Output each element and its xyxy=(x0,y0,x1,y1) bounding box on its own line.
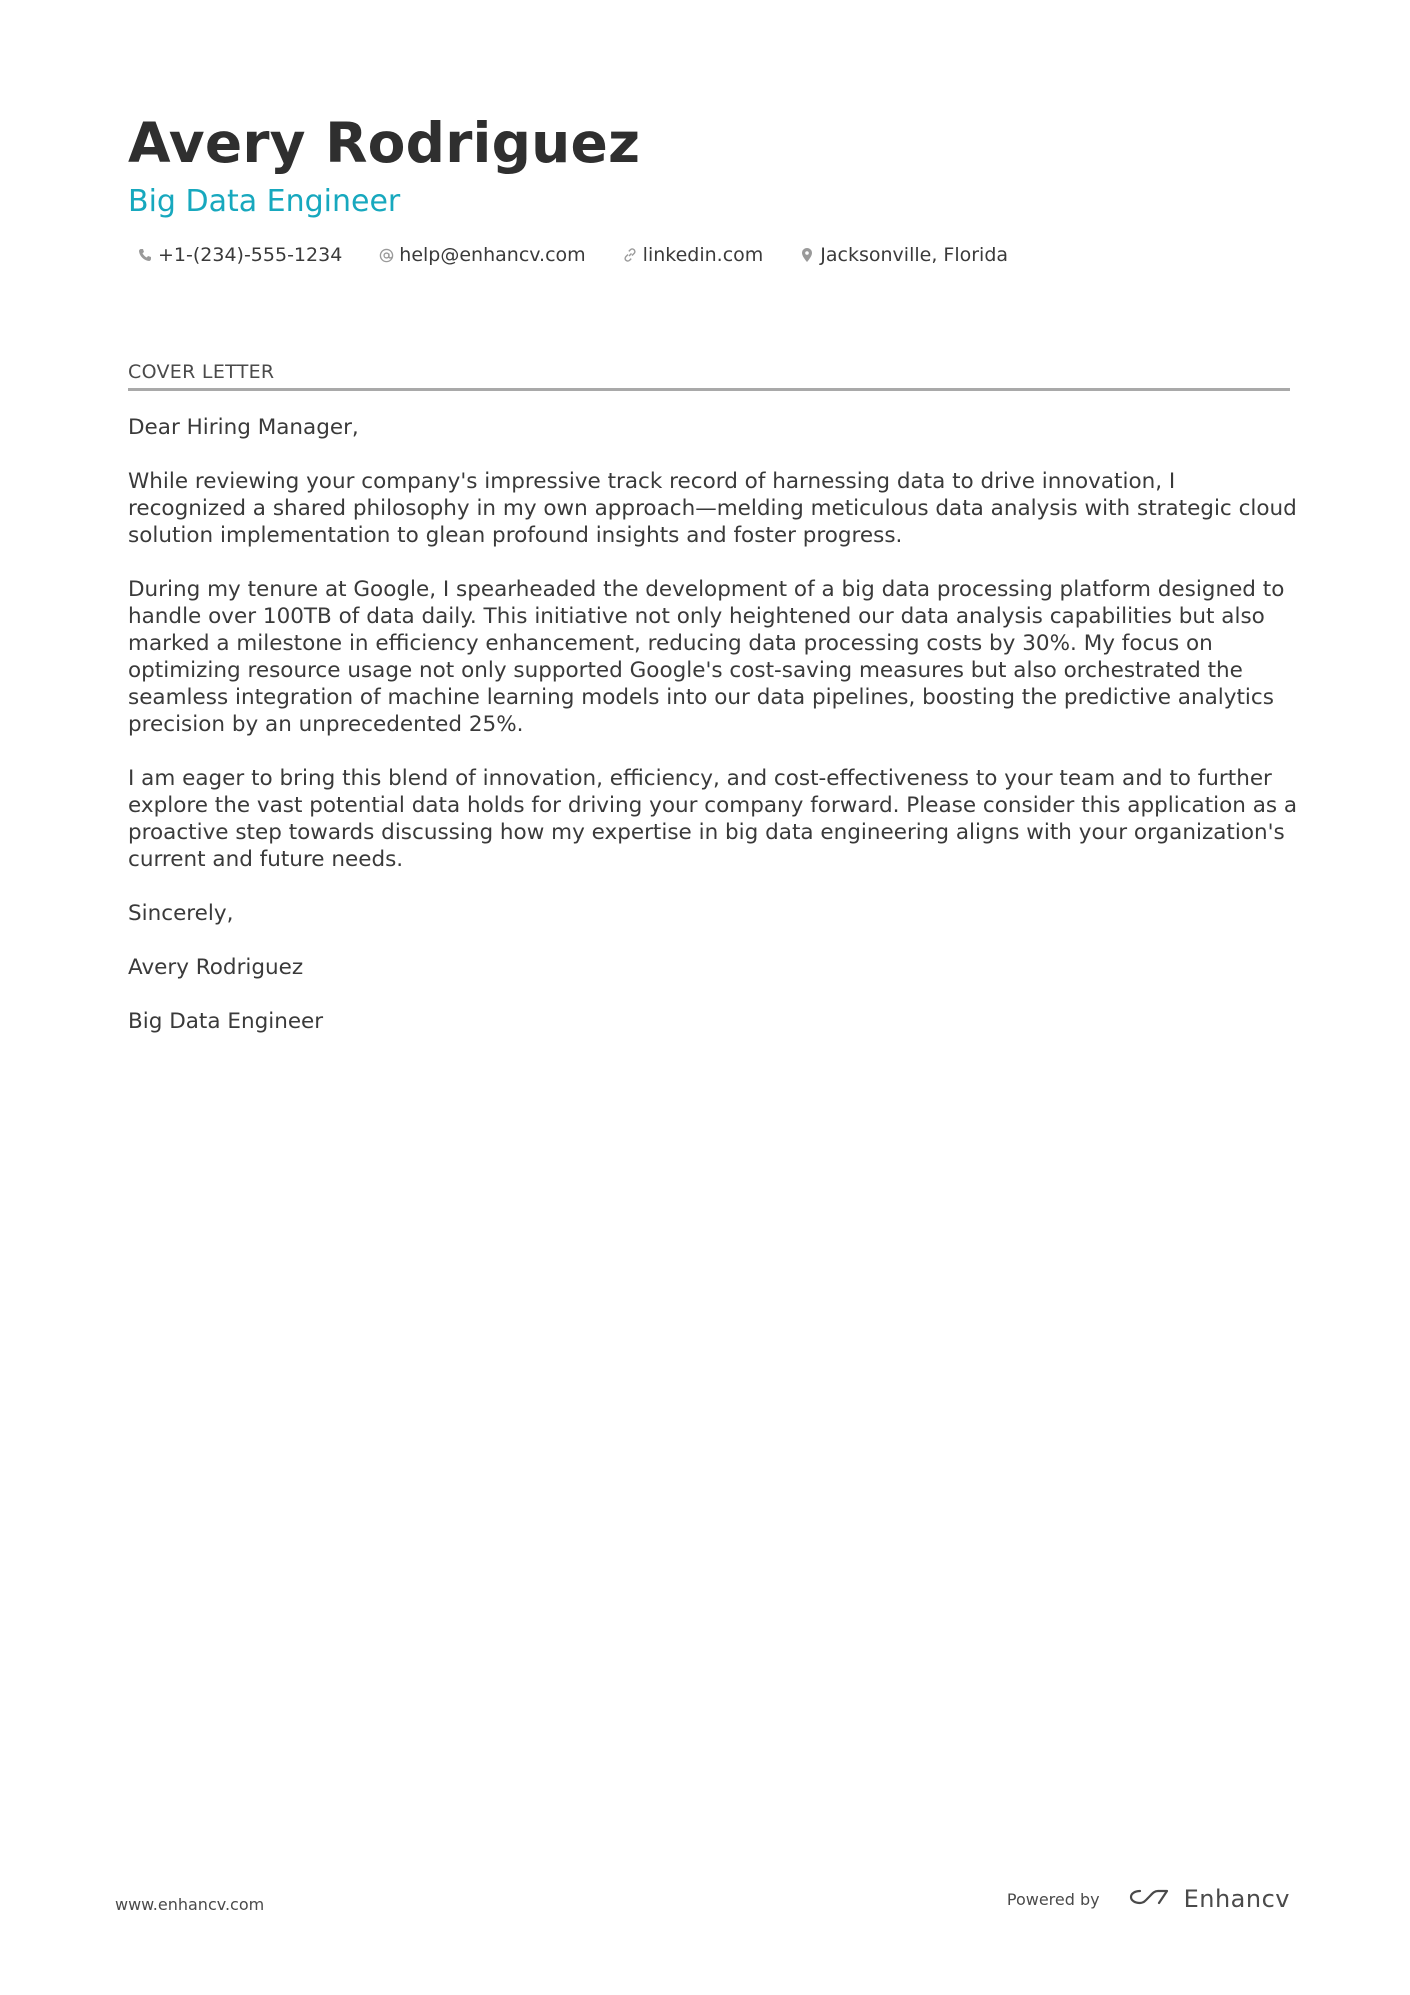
footer-website[interactable]: www.enhancv.com xyxy=(115,1895,265,1914)
link-icon xyxy=(621,246,639,264)
section-title: COVER LETTER xyxy=(128,361,275,383)
section-divider xyxy=(128,388,1290,391)
cover-letter-section-header xyxy=(128,360,1290,391)
contact-row xyxy=(128,244,1288,266)
letter-paragraph: While reviewing your company's impressive track record of harnessing data to drive innovation, I recognized a shared philosophy in my own approach—melding meticulous data analysis with strategic cloud solution implementation to glean profound insights and foster progress. xyxy=(128,469,1297,548)
signature-name: Avery Rodriguez xyxy=(128,955,304,980)
letter-greeting: Dear Hiring Manager, xyxy=(128,415,359,440)
letter-paragraph: I am eager to bring this blend of innovation, efficiency, and cost-effectiveness to your team and to further explore the vast potential data holds for driving your company forward. Please consider this application as a proactive step towards discussing how my expertise in big data engineering aligns with your organization's current and future needs. xyxy=(128,766,1298,872)
powered-by-label: Powered by xyxy=(1006,1889,1100,1909)
contact-linkedin[interactable] xyxy=(613,244,764,266)
brand-name: Enhancv xyxy=(1183,1885,1290,1913)
footer-brand xyxy=(1007,1885,1290,1913)
contact-email[interactable] xyxy=(369,244,585,266)
linkedin-text[interactable]: linkedin.com xyxy=(642,244,764,266)
location-icon xyxy=(798,246,816,264)
resume-header xyxy=(128,108,1288,266)
phone-text: +1-(234)-555-1234 xyxy=(158,244,343,266)
letter-body xyxy=(128,414,1298,1062)
enhancv-logo-icon xyxy=(1126,1885,1172,1913)
signature-title: Big Data Engineer xyxy=(128,1009,324,1034)
letter-closing: Sincerely, xyxy=(128,901,234,926)
phone-icon xyxy=(136,246,154,264)
candidate-name: Avery Rodriguez xyxy=(128,111,641,175)
email-text[interactable]: help@enhancv.com xyxy=(399,244,586,266)
location-text: Jacksonville, Florida xyxy=(820,244,1009,266)
candidate-title: Big Data Engineer xyxy=(128,184,401,219)
contact-location xyxy=(790,244,1008,266)
contact-phone xyxy=(128,244,342,266)
letter-paragraph: During my tenure at Google, I spearheaded the development of a big data processing platform designed to handle over 100TB of data daily. This initiative not only heightened our data analysis capabilities but also marked a milestone in efficiency enhancement, reducing data processing costs by 30%. My focus on optimizing resource usage not only supported Google's cost-saving measures but also orchestrated the seamless integration of machine learning models into our data pipelines, boosting the predictive analytics precision by an unprecedented 25%. xyxy=(128,577,1285,737)
enhancv-logo[interactable] xyxy=(1126,1885,1290,1913)
at-icon xyxy=(377,246,395,264)
